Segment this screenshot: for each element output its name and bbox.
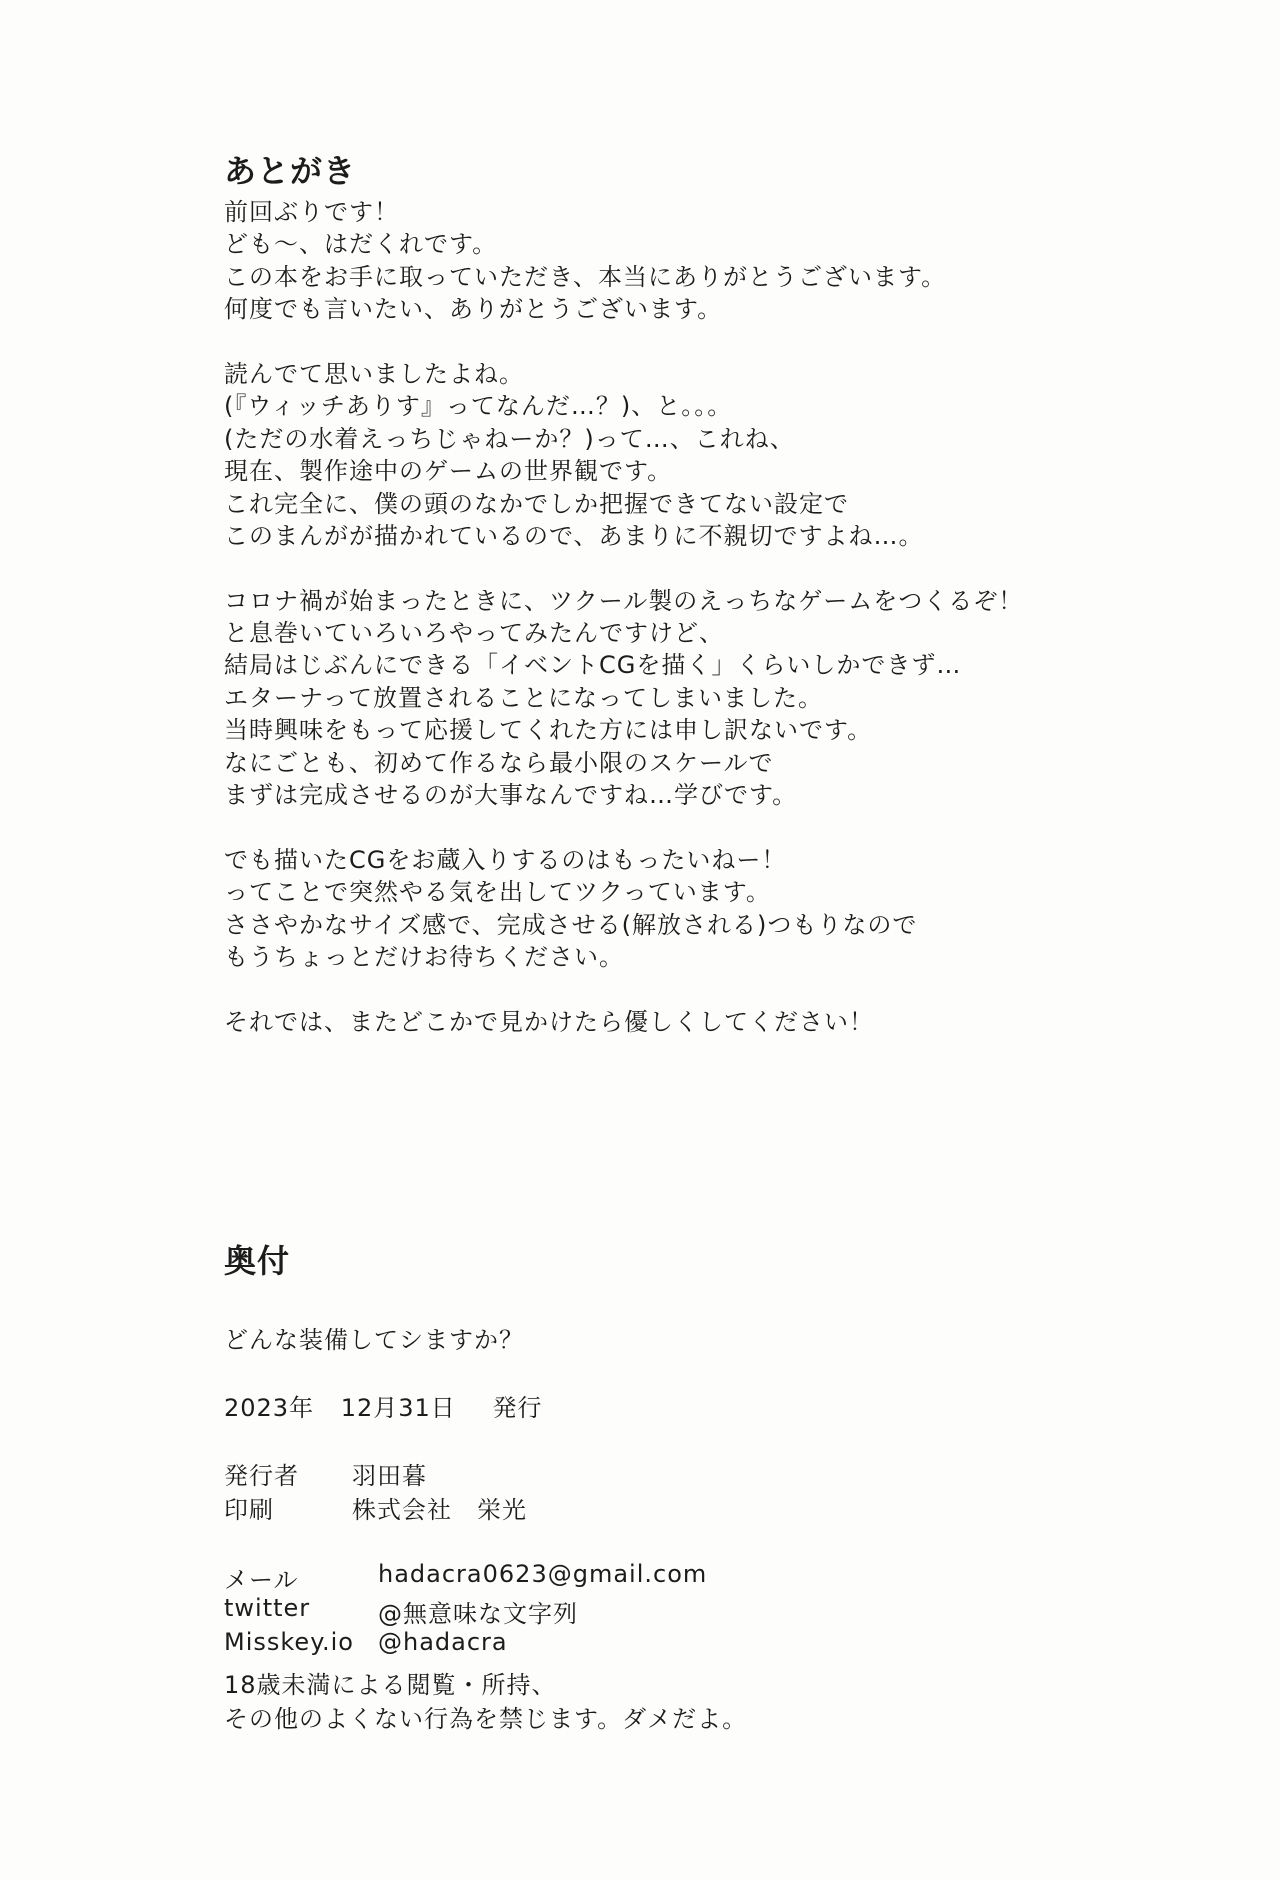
afterword-line: (ただの水着えっちじゃねーか？)って…、これね、	[224, 424, 795, 453]
afterword-line: これ完全に、僕の頭のなかでしか把握できてない設定で	[224, 489, 849, 518]
colophon-heading: 奥付	[224, 1242, 291, 1280]
colophon-date-label: 発行	[492, 1394, 543, 1422]
afterword-line: 前回ぶりです！	[224, 198, 399, 226]
afterword-line: 現在、製作途中のゲームの世界観です。	[224, 457, 673, 486]
colophon-date-day: 12月31日	[340, 1394, 456, 1422]
colophon-mail-label: メール	[224, 1566, 299, 1594]
colophon-publisher-value: 羽田暮	[352, 1462, 427, 1490]
afterword-paragraph-2	[224, 358, 1023, 552]
colophon-printer-label: 印刷	[224, 1496, 274, 1524]
afterword-line: このまんがが描かれているので、あまりに不親切ですよね…。	[224, 521, 924, 550]
afterword-line: この本をお手に取っていただき、本当にありがとうございます。	[224, 262, 947, 291]
afterword-line: 読んでて思いましたよね。	[224, 359, 524, 388]
afterword-paragraph-1	[224, 196, 1023, 326]
afterword-line: なにごとも、初めて作るなら最小限のスケールで	[224, 748, 774, 777]
colophon-twitter-row	[224, 1594, 578, 1628]
colophon-printer-row	[224, 1490, 527, 1525]
afterword-line: 結局はじぶんにできる「イベントCGを描く」くらいしかできず…	[224, 651, 962, 680]
afterword-paragraph-3	[224, 585, 1023, 812]
colophon-mail-row	[224, 1560, 708, 1595]
afterword-line: エターナって放置されることになってしまいました。	[224, 683, 824, 712]
afterword-line: ども～、はだくれです。	[224, 230, 498, 259]
colophon-misskey-row	[224, 1628, 508, 1656]
colophon-mail-value: hadacra0623@gmail.com	[378, 1560, 708, 1588]
colophon-misskey-label: Misskey.io	[224, 1628, 354, 1656]
afterword-line: ってことで突然やる気を出してツクっています。	[224, 878, 771, 907]
colophon-twitter-label: twitter	[224, 1594, 311, 1622]
afterword-line: もうちょっとだけお待ちください。	[224, 942, 624, 971]
afterword-line: 何度でも言いたい、ありがとうございます。	[224, 295, 723, 324]
colophon-notice-line: その他のよくない行為を禁じます。ダメだよ。	[224, 1705, 748, 1733]
colophon-notice	[224, 1668, 747, 1736]
afterword-line: でも描いたCGをお蔵入りするのはもったいねー！	[224, 845, 787, 874]
colophon-twitter-value: @無意味な文字列	[378, 1600, 578, 1628]
afterword-paragraph-4	[224, 844, 1023, 974]
afterword-line: それでは、またどこかで見かけたら優しくしてください！	[224, 1007, 874, 1036]
colophon-printer-value: 株式会社 栄光	[352, 1496, 527, 1524]
colophon-date-year: 2023年	[224, 1394, 315, 1422]
afterword-line: と息巻いていろいろやってみたんですけど、	[224, 619, 724, 648]
afterword-paragraph-5	[224, 1006, 1023, 1038]
colophon-notice-line: 18歳未満による閲覧・所持、	[224, 1671, 557, 1699]
colophon-publisher-row	[224, 1456, 427, 1491]
afterword-line: 当時興味をもって応援してくれた方には申し訳ないです。	[224, 716, 873, 745]
colophon-misskey-value: @hadacra	[378, 1628, 508, 1656]
afterword-line: ささやかなサイズ感で、完成させる(解放される)つもりなので	[224, 910, 918, 939]
colophon-publisher-label: 発行者	[224, 1462, 299, 1490]
afterword-line: コロナ禍が始まったときに、ツクール製のえっちなゲームをつくるぞ！	[224, 586, 1024, 615]
afterword-line: (『ウィッチありす』ってなんだ…？)、と。。。	[224, 392, 733, 421]
afterword-line: まずは完成させるのが大事なんですね…学びです。	[224, 781, 798, 810]
colophon-book-title: どんな装備してシますか？	[224, 1326, 524, 1354]
afterword-heading: あとがき	[224, 152, 357, 190]
afterword-body	[224, 196, 1023, 1071]
colophon-date	[224, 1388, 542, 1423]
